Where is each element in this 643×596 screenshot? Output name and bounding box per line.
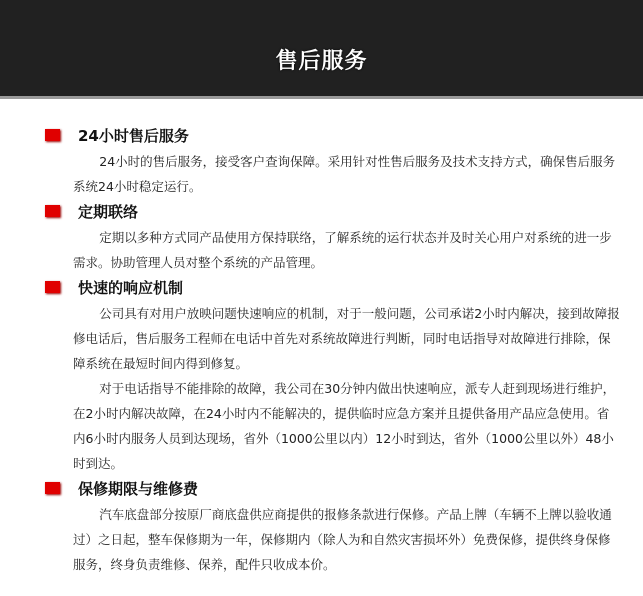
section-warranty bbox=[0, 476, 643, 577]
section-paragraph: 汽车底盘部分按原厂商底盘供应商提供的报修条款进行保修。产品上牌（车辆不上牌以验收通过）之日起，整车保修期为一年，保修期内（除人为和自然灾害损坏外）免费保修，提供终身保修服务，终身负责维修、保养，配件只收成本价。 bbox=[73, 507, 612, 572]
section-paragraph: 公司具有对用户放映问题快速响应的机制，对于一般问题，公司承诺2小时内解决，接到故障报修电话后，售后服务工程师在电话中首先对系统故障进行判断，同时电话指导对故障进行排除，保障系统在最短时间内得到修复。 bbox=[73, 306, 620, 371]
section-24h-service bbox=[0, 123, 643, 199]
section-paragraph: 24小时的售后服务，接受客户查询保障。采用针对性售后服务及技术支持方式，确保售后服务系统24小时稳定运行。 bbox=[73, 154, 616, 194]
page-title: 售后服务 bbox=[275, 49, 368, 74]
red-square-bullet-icon bbox=[45, 205, 60, 217]
section-title: 快速的响应机制 bbox=[78, 279, 184, 297]
section-paragraph: 定期以多种方式同产品使用方保持联络，了解系统的运行状态并及时关心用户对系统的进一步需求。协助管理人员对整个系统的产品管理。 bbox=[73, 230, 612, 270]
section-title: 保修期限与维修费 bbox=[78, 480, 199, 498]
section-paragraph: 对于电话指导不能排除的故障，我公司在30分钟内做出快速响应，派专人赶到现场进行维护，在2小时内解决故障，在24小时内不能解决的，提供临时应急方案并且提供备用产品应急使用。省内6小时内服务人员到达现场，省外（1000公里以内）12小时到达，省外（1000公里以外）48小时到达。 bbox=[73, 381, 616, 471]
red-square-bullet-icon bbox=[45, 482, 60, 494]
section-regular-contact bbox=[0, 199, 643, 275]
page-header bbox=[0, 0, 643, 99]
red-square-bullet-icon bbox=[45, 129, 60, 141]
red-square-bullet-icon bbox=[45, 281, 60, 293]
section-title: 24小时售后服务 bbox=[78, 127, 189, 145]
section-title: 定期联络 bbox=[78, 203, 139, 221]
section-fast-response bbox=[0, 275, 643, 476]
content bbox=[0, 123, 643, 577]
